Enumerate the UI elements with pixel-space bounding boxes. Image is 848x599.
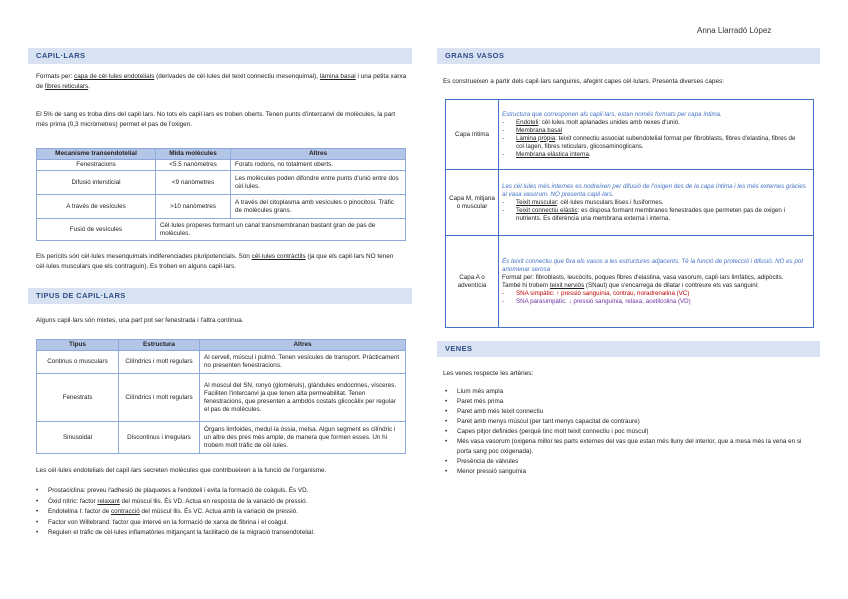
table-row: [37, 351, 406, 374]
section-header-grans-vasos: GRANS VASOS: [437, 48, 820, 64]
capillars-blood-paragraph: El 5% de sang es troba dins del capil·lars. No tots els capil·lars es troben oberts. Tenen punts d'intercanvi de molècules, la part més prima (0,3 micròmetres) permet el pas de l'oxigen.: [36, 111, 396, 128]
list-item: • Paret amb menys múscul (per tant menys capacitat de contraure): [445, 417, 813, 427]
table-row: [37, 422, 406, 454]
table-header-row: [37, 149, 406, 160]
table-cell: Continus o musculars: [37, 351, 119, 374]
table-row: [446, 100, 814, 170]
list-item: • Presència de vàlvules: [445, 457, 813, 467]
list-item: - SNA simpàtic: ↑ pressió sanguínia, contrau, noradrenalina (VC): [502, 290, 810, 298]
list-item: • Factor von Willebrand: factor que intervé en la formació de xarxa de fibrina i el coàgul.: [36, 518, 412, 529]
pericytes-paragraph: Els perícits són cèl·lules mesenquimals indiferenciades pluripotencials. Són cèl·lules contràctils (ja que els capil·lars NO tenen cèl·lules musculars que els contraguin). Es troben en alguns capil·lars.: [36, 253, 394, 270]
list-item: • Òxid nítric: factor relaxant del múscul llis. És VD. Actua en resposta de la variació de pressió.: [36, 497, 412, 508]
section-header-tipus: TIPUS DE CAPIL·LARS: [28, 288, 412, 304]
list-item: • Capes pitjor definides (perquè tinc molt teixit connectiu i poc múscul): [445, 427, 813, 437]
table-cell: Discontinus i irregulars: [119, 422, 200, 454]
layer-list: [502, 290, 810, 306]
column-header: Altres: [231, 149, 406, 160]
list-item: • Més vasa vasorum (oxigena millor les parts externes del vas que estan més lluny del interior, que a mesa més la vena en si porta sang poc oxigenada).: [445, 437, 813, 457]
grans-vasos-intro: Es construeixen a partir dels capil·lars sanguinis, afegint capes cèl·lulars. Presenta diverses capes:: [443, 78, 724, 85]
adventitia-nerve-text: També hi trobem teixit nerviós (SNaut) que s'encarrega de dilatar i contreure els vas sanguini:: [502, 281, 759, 289]
secretion-list: [36, 486, 412, 539]
column-header: Tipus: [37, 340, 119, 351]
table-cell: Al múscul del SN, ronyó (glomèruls), glàndules endocrines, vísceres. Faciliten l'intercanvi ja que tenen alta permeabilitat. Tenen fenestracions, que presenten a ambdós costats glicocàlix per regular el pas de molècules.: [200, 374, 406, 422]
table-cell: Cèl·lules properes formant un canal transmembranari bastant gran de pas de molècules.: [156, 219, 406, 241]
table-cell: Fenestrats: [37, 374, 119, 422]
table-cell: Cilíndrics i molt regulars: [119, 374, 200, 422]
table-row: [37, 160, 406, 171]
column-header: Mecanisme transendotelial: [37, 149, 156, 160]
adventitia-composition: Format per: fibroblasts, leucòcits, poques fibres d'elastina, vasa vasorum, capil·lars limfàtics, adipòcits.: [502, 273, 784, 281]
table-row: [446, 170, 814, 236]
table-cell: Cilíndrics i molt regulars: [119, 351, 200, 374]
list-item: • Paret més prima: [445, 397, 813, 407]
layer-content: [499, 236, 814, 328]
list-item: - Membrana elàstica interna.: [502, 151, 810, 159]
table-cell: Fusió de vesícules: [37, 219, 156, 241]
column-header: Altres: [200, 340, 406, 351]
list-item: - Làmina pròpia: teixit connectiu associat subendotelial format per fibroblasts, fibres d'elastina, fibres de col·lagen, fibres reticulars, glicosaminoglicans.: [502, 135, 810, 151]
list-item: - Endoteli: cèl·lules molt aplanades unides amb nexes d'unió.: [502, 119, 810, 127]
list-item: • Endotelina I: factor de contracció del múscul llis. És VC. Actua amb la variació de pressió.: [36, 507, 412, 518]
table-cell: Difusió intersticial: [37, 171, 156, 195]
list-item: • Prostaciclina: preveu l'adhesió de plaquetes a l'endoteli i evita la formació de coàguls. És VD.: [36, 486, 412, 497]
table-row: [37, 171, 406, 195]
column-header: Estructura: [119, 340, 200, 351]
list-item: - Teixit connectiu elàstic: es disposa formant membranes fenestrades que permeten pas de oxigen i nutrients. Es diferència una membrana externa i interna.: [502, 207, 810, 223]
table-cell: Òrgans limfoides, medul·la òssia, melsa. Algun segment es cilíndric i un altre des pres més ample, de manera que formen esses. Un hi trobem molt tràfic de cèl·lules.: [200, 422, 406, 454]
list-item: - Membrana basal: [502, 127, 810, 135]
layer-list: [502, 199, 810, 223]
table-cell: <5.5 nanòmetres: [156, 160, 231, 171]
layer-label: Capa A o adventícia: [446, 236, 499, 328]
table-header-row: [37, 340, 406, 351]
section-header-venes: VENES: [437, 341, 820, 357]
tipus-intro: Alguns capil·lars són mixtes, una part pot ser fenestrada i l'altra contínua.: [36, 317, 244, 324]
venes-intro: Les venes respecte les artèries:: [443, 370, 534, 377]
endothelial-secretion-paragraph: Les cèl·lules endotelials del capil·lars secreten molècules que contribueixen a la funció de l'organisme.: [36, 467, 327, 474]
list-item: • Menor pressió sanguínia: [445, 467, 813, 477]
capillary-types-table: [36, 339, 406, 454]
layer-content: [499, 170, 814, 236]
table-row: [446, 236, 814, 328]
table-row: [37, 195, 406, 219]
table-cell: A través del citoplasma amb vesícules o pinocitosi. Tràfic de molècules grans.: [231, 195, 406, 219]
table-row: [37, 374, 406, 422]
vessel-layers-table: [445, 99, 814, 328]
table-cell: Al cervell, múscul i pulmó. Tenen vesícules de transport. Pràcticament no presenten fenestracions.: [200, 351, 406, 374]
table-cell: >10 nanòmetres: [156, 195, 231, 219]
layer-content: [499, 100, 814, 170]
layer-list: [502, 119, 810, 159]
table-row: [37, 219, 406, 241]
table-cell: Fenestracions: [37, 160, 156, 171]
list-item: - Teixit muscular: cèl·lules musculars llises i fusiformes.: [502, 199, 810, 207]
layer-label: Capa M, mitjana o muscular: [446, 170, 499, 236]
table-cell: <9 nanòmetres: [156, 171, 231, 195]
transendothelial-table: [36, 148, 406, 241]
table-cell: A través de vesícules: [37, 195, 156, 219]
table-cell: Les molècules poden difondre entre punts d'unió entre dos cèl·lules.: [231, 171, 406, 195]
layer-description: Estructura que corresponen als capil·lars, estan només formats per capa íntima.: [502, 110, 722, 118]
list-item: - SNA parasimpàtic: ↓ pressió sanguínia, relaxa, acetilcolina (VD): [502, 298, 810, 306]
column-header: Mida molècules: [156, 149, 231, 160]
capillars-composition-paragraph: Formats per: capa de cèl·lules endotelials (derivades de cèl·lules del teixit connectiu mesenquimal), làmina basal i una petita xarxa de fibres reticulars.: [36, 73, 407, 90]
layer-label: Capa íntima: [446, 100, 499, 170]
section-header-capillars: CAPIL·LARS: [28, 48, 412, 64]
list-item: • Llum més ampla: [445, 387, 813, 397]
author-name: Anna Llarradó López: [697, 26, 772, 35]
list-item: • Regulen el tràfic de cèl·lules inflamatòries mitjançant la facilitació de la migració transendotelial.: [36, 528, 412, 539]
list-item: • Paret amb més teixit connectiu: [445, 407, 813, 417]
layer-description: Les cèl·lules més internes es nodreixen per difusió de l'oxigen des de la capa íntima i les més externes gràcies al vasa vasorum. NO presenta capil·lars.: [502, 182, 806, 198]
table-cell: Forats rodons, no totalment oberts.: [231, 160, 406, 171]
layer-description: És teixit connectiu que fixa els vasos a les estructures adjacents. Té la funció de protecció i difusió. NO es pot anomenar serosa: [502, 257, 803, 273]
venes-list: [445, 387, 813, 477]
table-cell: Sinusoidal: [37, 422, 119, 454]
